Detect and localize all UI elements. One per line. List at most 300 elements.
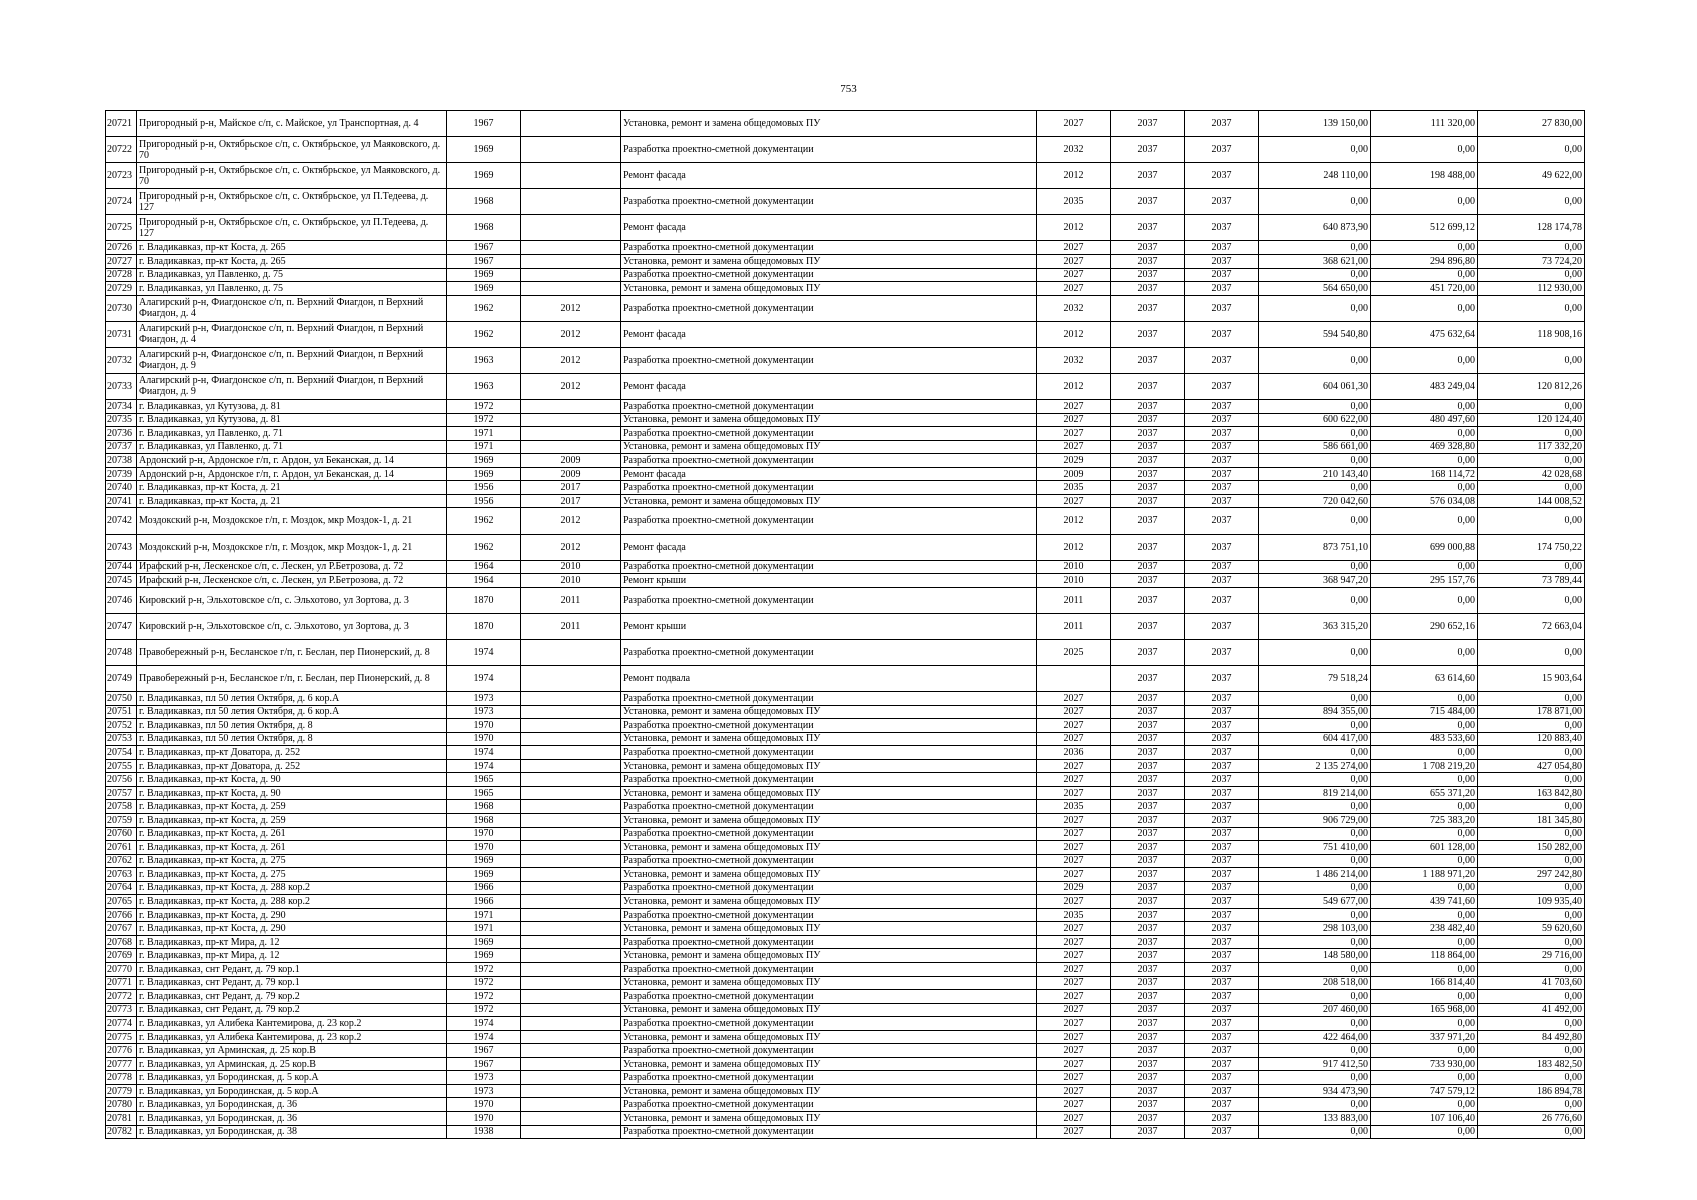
work-type-cell: Установка, ремонт и замена общедомовых ПУ	[621, 413, 1037, 427]
work-type-cell: Разработка проектно-сметной документации	[621, 454, 1037, 468]
year-cell: 2037	[1111, 1112, 1185, 1126]
work-type-cell: Разработка проектно-сметной документации	[621, 137, 1037, 163]
year-cell: 2037	[1111, 427, 1185, 441]
year-cell: 2037	[1185, 881, 1259, 895]
address-cell: г. Владикавказ, пр-кт Коста, д. 265	[137, 241, 447, 255]
row-id-cell: 20754	[106, 746, 137, 760]
year-built-cell: 1972	[447, 413, 521, 427]
work-type-cell: Установка, ремонт и замена общедомовых ПУ	[621, 494, 1037, 508]
row-id-cell: 20777	[106, 1057, 137, 1071]
work-type-cell: Разработка проектно-сметной документации	[621, 508, 1037, 534]
year-cell: 2037	[1111, 732, 1185, 746]
row-id-cell: 20731	[106, 321, 137, 347]
year-cell: 2027	[1037, 786, 1111, 800]
total-cost-cell: 0,00	[1259, 560, 1371, 574]
year-built-cell: 1970	[447, 841, 521, 855]
year-overhaul-cell	[521, 268, 621, 282]
address-cell: г. Владикавказ, ул Павленко, д. 71	[137, 440, 447, 454]
cost-part-cell: 295 157,76	[1371, 574, 1478, 588]
year-cell: 2037	[1185, 922, 1259, 936]
table-row	[106, 759, 1585, 773]
year-cell: 2037	[1111, 1057, 1185, 1071]
row-id-cell: 20768	[106, 935, 137, 949]
cost-part-cell: 73 789,44	[1478, 574, 1585, 588]
work-type-cell: Ремонт фасада	[621, 373, 1037, 399]
cost-part-cell: 480 497,60	[1371, 413, 1478, 427]
work-type-cell: Разработка проектно-сметной документации	[621, 1017, 1037, 1031]
year-cell: 2037	[1111, 949, 1185, 963]
page-number: 753	[840, 83, 857, 95]
year-built-cell: 1969	[447, 467, 521, 481]
table-row	[106, 786, 1585, 800]
year-built-cell: 1970	[447, 1098, 521, 1112]
table-row	[106, 1125, 1585, 1139]
total-cost-cell: 0,00	[1259, 189, 1371, 215]
year-cell: 2027	[1037, 255, 1111, 269]
work-type-cell: Разработка проектно-сметной документации	[621, 400, 1037, 414]
year-overhaul-cell	[521, 976, 621, 990]
cost-part-cell: 117 332,20	[1478, 440, 1585, 454]
year-cell: 2027	[1037, 1044, 1111, 1058]
year-cell: 2037	[1111, 665, 1185, 691]
work-type-cell: Разработка проектно-сметной документации	[621, 1125, 1037, 1139]
year-cell: 2027	[1037, 1017, 1111, 1031]
work-type-cell: Разработка проектно-сметной документации	[621, 295, 1037, 321]
year-built-cell: 1972	[447, 990, 521, 1004]
address-cell: г. Владикавказ, снт Редант, д. 79 кор.1	[137, 976, 447, 990]
address-cell: г. Владикавказ, пр-кт Коста, д. 261	[137, 841, 447, 855]
year-cell: 2037	[1111, 1030, 1185, 1044]
year-cell: 2037	[1185, 1030, 1259, 1044]
year-cell: 2027	[1037, 440, 1111, 454]
cost-part-cell: 41 703,60	[1478, 976, 1585, 990]
cost-part-cell: 294 896,80	[1371, 255, 1478, 269]
cost-part-cell: 0,00	[1478, 881, 1585, 895]
address-cell: Правобережный р-н, Бесланское г/п, г. Беслан, пер Пионерский, д. 8	[137, 665, 447, 691]
address-cell: г. Владикавказ, ул Арминская, д. 25 кор.В	[137, 1057, 447, 1071]
row-id-cell: 20752	[106, 719, 137, 733]
year-cell: 2037	[1111, 574, 1185, 588]
total-cost-cell: 0,00	[1259, 854, 1371, 868]
year-built-cell: 1962	[447, 295, 521, 321]
total-cost-cell: 0,00	[1259, 1044, 1371, 1058]
year-cell: 2027	[1037, 813, 1111, 827]
total-cost-cell: 0,00	[1259, 639, 1371, 665]
year-cell: 2037	[1185, 759, 1259, 773]
cost-part-cell: 0,00	[1371, 773, 1478, 787]
table-row	[106, 295, 1585, 321]
year-cell: 2027	[1037, 400, 1111, 414]
year-overhaul-cell	[521, 282, 621, 296]
table-row	[106, 400, 1585, 414]
cost-part-cell: 512 699,12	[1371, 215, 1478, 241]
cost-part-cell: 0,00	[1478, 773, 1585, 787]
total-cost-cell: 2 135 274,00	[1259, 759, 1371, 773]
year-cell: 2027	[1037, 827, 1111, 841]
cost-part-cell: 120 124,40	[1478, 413, 1585, 427]
cost-part-cell: 0,00	[1371, 746, 1478, 760]
year-cell: 2037	[1111, 1017, 1185, 1031]
year-cell: 2037	[1111, 719, 1185, 733]
year-built-cell: 1970	[447, 719, 521, 733]
year-cell: 2037	[1185, 373, 1259, 399]
year-cell: 2037	[1111, 759, 1185, 773]
cost-part-cell: 0,00	[1478, 347, 1585, 373]
year-overhaul-cell	[521, 868, 621, 882]
year-cell: 2037	[1111, 467, 1185, 481]
cost-part-cell: 163 842,80	[1478, 786, 1585, 800]
address-cell: г. Владикавказ, пр-кт Коста, д. 90	[137, 786, 447, 800]
table-row	[106, 800, 1585, 814]
address-cell: г. Владикавказ, ул Павленко, д. 75	[137, 268, 447, 282]
total-cost-cell: 549 677,00	[1259, 895, 1371, 909]
year-built-cell: 1968	[447, 215, 521, 241]
row-id-cell: 20753	[106, 732, 137, 746]
year-built-cell: 1972	[447, 963, 521, 977]
total-cost-cell: 248 110,00	[1259, 163, 1371, 189]
year-cell: 2037	[1185, 508, 1259, 534]
year-built-cell: 1967	[447, 255, 521, 269]
year-built-cell: 1967	[447, 241, 521, 255]
cost-part-cell: 186 894,78	[1478, 1084, 1585, 1098]
work-type-cell: Разработка проектно-сметной документации	[621, 427, 1037, 441]
year-cell: 2012	[1037, 215, 1111, 241]
cost-part-cell: 0,00	[1371, 908, 1478, 922]
year-overhaul-cell	[521, 241, 621, 255]
year-cell: 2037	[1185, 773, 1259, 787]
cost-part-cell: 118 908,16	[1478, 321, 1585, 347]
work-type-cell: Разработка проектно-сметной документации	[621, 881, 1037, 895]
year-cell: 2037	[1111, 800, 1185, 814]
row-id-cell: 20736	[106, 427, 137, 441]
year-overhaul-cell	[521, 990, 621, 1004]
year-cell: 2037	[1111, 1044, 1185, 1058]
year-overhaul-cell	[521, 111, 621, 137]
table-row	[106, 935, 1585, 949]
year-cell: 2037	[1185, 949, 1259, 963]
year-built-cell: 1974	[447, 1017, 521, 1031]
cost-part-cell: 0,00	[1478, 639, 1585, 665]
table-row	[106, 881, 1585, 895]
year-cell: 2037	[1111, 373, 1185, 399]
cost-part-cell: 0,00	[1478, 719, 1585, 733]
row-id-cell: 20759	[106, 813, 137, 827]
address-cell: г. Владикавказ, ул Арминская, д. 25 кор.В	[137, 1044, 447, 1058]
year-cell: 2037	[1111, 1125, 1185, 1139]
total-cost-cell: 0,00	[1259, 295, 1371, 321]
year-cell: 2037	[1111, 347, 1185, 373]
cost-part-cell: 27 830,00	[1478, 111, 1585, 137]
cost-part-cell: 238 482,40	[1371, 922, 1478, 936]
table-row	[106, 922, 1585, 936]
cost-part-cell: 576 034,08	[1371, 494, 1478, 508]
address-cell: Кировский р-н, Эльхотовское с/п, с. Эльхотово, ул Зортова, д. 3	[137, 587, 447, 613]
year-cell: 2027	[1037, 854, 1111, 868]
table-row	[106, 746, 1585, 760]
table-row	[106, 560, 1585, 574]
year-cell: 2032	[1037, 137, 1111, 163]
work-type-cell: Ремонт фасада	[621, 215, 1037, 241]
year-cell: 2037	[1111, 1071, 1185, 1085]
year-built-cell: 1964	[447, 560, 521, 574]
year-cell: 2037	[1111, 268, 1185, 282]
cost-part-cell: 0,00	[1371, 963, 1478, 977]
address-cell: Кировский р-н, Эльхотовское с/п, с. Эльхотово, ул Зортова, д. 3	[137, 613, 447, 639]
year-cell: 2027	[1037, 241, 1111, 255]
address-cell: г. Владикавказ, пр-кт Коста, д. 261	[137, 827, 447, 841]
year-cell: 2037	[1185, 321, 1259, 347]
row-id-cell: 20774	[106, 1017, 137, 1031]
total-cost-cell: 0,00	[1259, 800, 1371, 814]
year-overhaul-cell	[521, 413, 621, 427]
cost-part-cell: 120 812,26	[1478, 373, 1585, 399]
cost-part-cell: 601 128,00	[1371, 841, 1478, 855]
year-overhaul-cell	[521, 1098, 621, 1112]
table-row	[106, 373, 1585, 399]
year-overhaul-cell	[521, 163, 621, 189]
year-cell: 2037	[1185, 241, 1259, 255]
year-cell: 2027	[1037, 705, 1111, 719]
year-cell: 2037	[1185, 534, 1259, 560]
total-cost-cell: 0,00	[1259, 400, 1371, 414]
table-row	[106, 321, 1585, 347]
work-type-cell: Установка, ремонт и замена общедомовых ПУ	[621, 786, 1037, 800]
total-cost-cell: 604 061,30	[1259, 373, 1371, 399]
cost-part-cell: 0,00	[1478, 963, 1585, 977]
year-cell: 2037	[1111, 639, 1185, 665]
row-id-cell: 20755	[106, 759, 137, 773]
cost-part-cell: 0,00	[1371, 295, 1478, 321]
table-row	[106, 732, 1585, 746]
row-id-cell: 20769	[106, 949, 137, 963]
cost-part-cell: 118 864,00	[1371, 949, 1478, 963]
table-row	[106, 534, 1585, 560]
year-built-cell: 1967	[447, 1057, 521, 1071]
year-overhaul-cell	[521, 800, 621, 814]
cost-part-cell: 0,00	[1371, 587, 1478, 613]
total-cost-cell: 363 315,20	[1259, 613, 1371, 639]
year-overhaul-cell	[521, 773, 621, 787]
cost-part-cell: 0,00	[1478, 692, 1585, 706]
year-cell: 2035	[1037, 189, 1111, 215]
year-cell: 2027	[1037, 773, 1111, 787]
year-cell: 2027	[1037, 949, 1111, 963]
row-id-cell: 20744	[106, 560, 137, 574]
row-id-cell: 20727	[106, 255, 137, 269]
address-cell: Правобережный р-н, Бесланское г/п, г. Беслан, пер Пионерский, д. 8	[137, 639, 447, 665]
year-cell: 2037	[1111, 990, 1185, 1004]
year-cell: 2027	[1037, 1098, 1111, 1112]
row-id-cell: 20745	[106, 574, 137, 588]
row-id-cell: 20743	[106, 534, 137, 560]
cost-part-cell: 0,00	[1371, 1098, 1478, 1112]
address-cell: г. Владикавказ, ул Бородинская, д. 36	[137, 1112, 447, 1126]
cost-part-cell: 0,00	[1478, 560, 1585, 574]
year-overhaul-cell: 2012	[521, 373, 621, 399]
year-overhaul-cell	[521, 786, 621, 800]
year-cell: 2037	[1185, 282, 1259, 296]
cost-part-cell: 0,00	[1478, 295, 1585, 321]
work-type-cell: Установка, ремонт и замена общедомовых ПУ	[621, 949, 1037, 963]
address-cell: г. Владикавказ, пр-кт Доватора, д. 252	[137, 759, 447, 773]
row-id-cell: 20728	[106, 268, 137, 282]
cost-part-cell: 0,00	[1371, 990, 1478, 1004]
table-row	[106, 705, 1585, 719]
year-built-cell: 1967	[447, 111, 521, 137]
cost-part-cell: 41 492,00	[1478, 1003, 1585, 1017]
cost-part-cell: 0,00	[1371, 719, 1478, 733]
total-cost-cell: 0,00	[1259, 1071, 1371, 1085]
address-cell: г. Владикавказ, ул Бородинская, д. 38	[137, 1125, 447, 1139]
work-type-cell: Разработка проектно-сметной документации	[621, 908, 1037, 922]
year-built-cell: 1970	[447, 827, 521, 841]
address-cell: г. Владикавказ, пл 50 летия Октября, д. 6 кор.А	[137, 705, 447, 719]
year-cell: 2037	[1111, 692, 1185, 706]
work-type-cell: Разработка проектно-сметной документации	[621, 746, 1037, 760]
table-row	[106, 990, 1585, 1004]
year-cell: 2037	[1185, 481, 1259, 495]
total-cost-cell: 0,00	[1259, 137, 1371, 163]
table-row	[106, 255, 1585, 269]
table-row	[106, 241, 1585, 255]
address-cell: Пригородный р-н, Майское с/п, с. Майское, ул Транспортная, д. 4	[137, 111, 447, 137]
cost-part-cell: 0,00	[1371, 935, 1478, 949]
year-cell: 2027	[1037, 413, 1111, 427]
row-id-cell: 20762	[106, 854, 137, 868]
address-cell: г. Владикавказ, ул Алибека Кантемирова, д. 23 кор.2	[137, 1030, 447, 1044]
total-cost-cell: 873 751,10	[1259, 534, 1371, 560]
year-cell: 2027	[1037, 494, 1111, 508]
address-cell: Ирафский р-н, Лескенское с/п, с. Лескен, ул Р.Бетрозова, д. 72	[137, 574, 447, 588]
year-cell: 2037	[1111, 163, 1185, 189]
row-id-cell: 20758	[106, 800, 137, 814]
year-built-cell: 1967	[447, 1044, 521, 1058]
cost-part-cell: 0,00	[1478, 587, 1585, 613]
year-built-cell: 1969	[447, 949, 521, 963]
work-type-cell: Разработка проектно-сметной документации	[621, 773, 1037, 787]
work-type-cell: Разработка проектно-сметной документации	[621, 1044, 1037, 1058]
cost-part-cell: 0,00	[1371, 400, 1478, 414]
total-cost-cell: 148 580,00	[1259, 949, 1371, 963]
address-cell: г. Владикавказ, снт Редант, д. 79 кор.2	[137, 990, 447, 1004]
year-cell: 2037	[1185, 813, 1259, 827]
cost-part-cell: 0,00	[1371, 1017, 1478, 1031]
cost-part-cell: 0,00	[1478, 454, 1585, 468]
year-overhaul-cell	[521, 908, 621, 922]
year-cell: 2037	[1185, 868, 1259, 882]
year-built-cell: 1971	[447, 427, 521, 441]
year-cell: 2035	[1037, 908, 1111, 922]
year-overhaul-cell	[521, 705, 621, 719]
work-type-cell: Установка, ремонт и замена общедомовых ПУ	[621, 255, 1037, 269]
table-row	[106, 111, 1585, 137]
address-cell: г. Владикавказ, ул Кутузова, д. 81	[137, 400, 447, 414]
year-cell: 2037	[1111, 841, 1185, 855]
year-cell: 2012	[1037, 321, 1111, 347]
table-row	[106, 587, 1585, 613]
year-cell: 2037	[1111, 1003, 1185, 1017]
cost-part-cell: 0,00	[1478, 508, 1585, 534]
work-type-cell: Разработка проектно-сметной документации	[621, 800, 1037, 814]
year-overhaul-cell	[521, 639, 621, 665]
year-built-cell: 1956	[447, 481, 521, 495]
year-built-cell: 1971	[447, 922, 521, 936]
address-cell: Ардонский р-н, Ардонское г/п, г. Ардон, ул Беканская, д. 14	[137, 454, 447, 468]
year-cell: 2027	[1037, 1112, 1111, 1126]
year-overhaul-cell	[521, 813, 621, 827]
year-overhaul-cell	[521, 759, 621, 773]
cost-part-cell: 0,00	[1371, 189, 1478, 215]
year-built-cell: 1973	[447, 692, 521, 706]
total-cost-cell: 0,00	[1259, 692, 1371, 706]
year-built-cell: 1973	[447, 705, 521, 719]
year-cell: 2035	[1037, 481, 1111, 495]
year-cell: 2037	[1111, 137, 1185, 163]
year-cell: 2037	[1185, 976, 1259, 990]
work-type-cell: Разработка проектно-сметной документации	[621, 268, 1037, 282]
year-cell: 2011	[1037, 587, 1111, 613]
address-cell: Алагирский р-н, Фиагдонское с/п, п. Верхний Фиагдон, п Верхний Фиагдон, д. 9	[137, 373, 447, 399]
year-cell: 2037	[1111, 481, 1185, 495]
address-cell: Алагирский р-н, Фиагдонское с/п, п. Верхний Фиагдон, п Верхний Фиагдон, д. 4	[137, 321, 447, 347]
total-cost-cell: 0,00	[1259, 427, 1371, 441]
year-overhaul-cell	[521, 895, 621, 909]
year-cell: 2037	[1185, 908, 1259, 922]
year-cell: 2037	[1185, 163, 1259, 189]
total-cost-cell: 0,00	[1259, 719, 1371, 733]
row-id-cell: 20764	[106, 881, 137, 895]
table-row	[106, 719, 1585, 733]
row-id-cell: 20742	[106, 508, 137, 534]
year-cell: 2027	[1037, 427, 1111, 441]
year-overhaul-cell: 2009	[521, 467, 621, 481]
table-row	[106, 976, 1585, 990]
cost-part-cell: 150 282,00	[1478, 841, 1585, 855]
year-cell: 2037	[1185, 854, 1259, 868]
year-cell: 2037	[1185, 574, 1259, 588]
total-cost-cell: 564 650,00	[1259, 282, 1371, 296]
work-type-cell: Разработка проектно-сметной документации	[621, 560, 1037, 574]
year-built-cell: 1969	[447, 868, 521, 882]
work-type-cell: Разработка проектно-сметной документации	[621, 347, 1037, 373]
cost-part-cell: 0,00	[1478, 1071, 1585, 1085]
work-type-cell: Установка, ремонт и замена общедомовых ПУ	[621, 895, 1037, 909]
table-row	[106, 467, 1585, 481]
table-row	[106, 163, 1585, 189]
work-type-cell: Установка, ремонт и замена общедомовых ПУ	[621, 868, 1037, 882]
row-id-cell: 20760	[106, 827, 137, 841]
year-cell: 2037	[1185, 935, 1259, 949]
year-cell: 2037	[1185, 692, 1259, 706]
work-type-cell: Ремонт крыши	[621, 613, 1037, 639]
row-id-cell: 20737	[106, 440, 137, 454]
year-overhaul-cell	[521, 935, 621, 949]
table-body	[106, 111, 1585, 1139]
year-overhaul-cell: 2011	[521, 587, 621, 613]
address-cell: г. Владикавказ, пл 50 летия Октября, д. 6 кор.А	[137, 692, 447, 706]
work-type-cell: Установка, ремонт и замена общедомовых ПУ	[621, 976, 1037, 990]
row-id-cell: 20740	[106, 481, 137, 495]
year-overhaul-cell	[521, 1071, 621, 1085]
row-id-cell: 20739	[106, 467, 137, 481]
table-row	[106, 841, 1585, 855]
year-cell: 2037	[1185, 587, 1259, 613]
cost-part-cell: 168 114,72	[1371, 467, 1478, 481]
work-type-cell: Установка, ремонт и замена общедомовых ПУ	[621, 813, 1037, 827]
table-row	[106, 413, 1585, 427]
year-cell: 2037	[1111, 922, 1185, 936]
year-overhaul-cell	[521, 440, 621, 454]
